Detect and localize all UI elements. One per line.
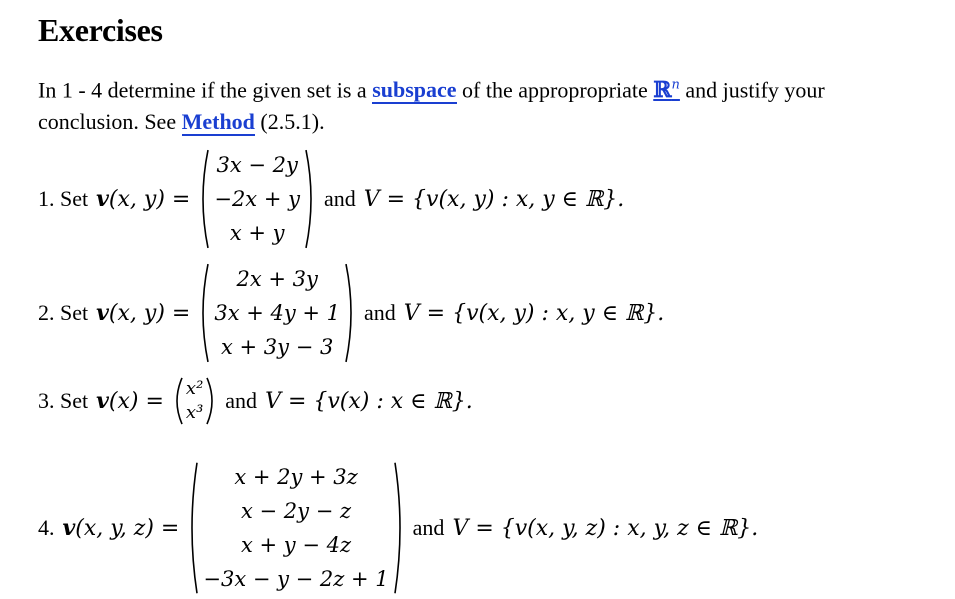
intro-text: (2.5.1). — [254, 109, 325, 135]
vector-function: v — [96, 186, 109, 212]
vector-entry: −2x + y — [214, 187, 300, 211]
right-paren — [344, 262, 358, 364]
vector-entry: 3x − 2y — [216, 153, 298, 177]
intro-text: of the appropropriate — [456, 77, 654, 103]
vector-entry: x + 3y − 3 — [221, 335, 334, 359]
and-text: and — [225, 388, 258, 413]
vector-entry: x − 2y − z — [241, 499, 352, 523]
vector-entry: x + y — [229, 221, 285, 245]
function-args: (x, y) = — [108, 300, 191, 326]
exercise-4 — [38, 460, 758, 596]
column-vector — [196, 148, 318, 250]
right-paren — [393, 460, 407, 596]
section-heading: Exercises — [38, 12, 163, 48]
intro-text: In 1 - 4 determine if the given set is a — [38, 77, 373, 103]
vector-entries — [210, 148, 304, 250]
vector-entry: x + 2y + 3z — [234, 465, 358, 489]
exercise-1 — [38, 148, 624, 250]
vector-entry: −3x − y − 2z + 1 — [203, 567, 389, 591]
left-paren — [185, 460, 199, 596]
right-paren — [304, 148, 318, 250]
set-definition: V = {v(x, y) : x, y ∈ ℝ}. — [363, 186, 625, 212]
vector-entries — [184, 377, 205, 425]
and-text: and — [412, 515, 445, 540]
function-args: (x, y, z) = — [75, 515, 180, 541]
column-vector — [196, 262, 358, 364]
rn-exponent: n — [671, 78, 680, 93]
exercise-label: 1. Set — [38, 186, 89, 211]
vector-function: v — [62, 515, 76, 541]
vector-entry: 3x + 4y + 1 — [214, 301, 341, 325]
intro-paragraph — [38, 70, 918, 138]
function-args: (x) = — [108, 388, 164, 414]
vector-entries — [199, 460, 392, 596]
and-text: and — [323, 186, 356, 211]
rn-symbol: ℝ — [653, 77, 672, 104]
exercise-label: 3. Set — [38, 388, 89, 413]
function-args: (x, y) = — [108, 186, 191, 212]
left-paren — [196, 148, 210, 250]
set-definition: V = {v(x, y, z) : x, y, z ∈ ℝ}. — [452, 515, 759, 541]
rn-link[interactable] — [653, 77, 680, 102]
vector-function: v — [96, 300, 109, 326]
vector-entry: x³ — [185, 402, 204, 423]
set-definition: V = {v(x) : x ∈ ℝ}. — [265, 388, 473, 414]
exercise-2 — [38, 262, 664, 364]
set-definition: V = {v(x, y) : x, y ∈ ℝ}. — [403, 300, 665, 326]
column-vector — [170, 377, 219, 425]
vector-entry: 2x + 3y — [236, 267, 318, 291]
vector-function: v — [96, 388, 109, 414]
subspace-link[interactable]: subspace — [372, 77, 457, 103]
column-vector — [185, 460, 406, 596]
vector-entries — [210, 262, 344, 364]
exercise-label: 4. — [38, 515, 55, 540]
exercise-3 — [38, 377, 473, 425]
exercise-label: 2. Set — [38, 300, 89, 325]
right-paren — [205, 377, 219, 425]
left-paren — [170, 377, 184, 425]
left-paren — [196, 262, 210, 364]
method-link[interactable]: Method — [181, 109, 255, 135]
vector-entry: x + y − 4z — [241, 533, 352, 557]
and-text: and — [364, 300, 396, 325]
vector-entry: x² — [185, 378, 204, 399]
intro-text: and justify your conclusion. See — [38, 77, 825, 135]
